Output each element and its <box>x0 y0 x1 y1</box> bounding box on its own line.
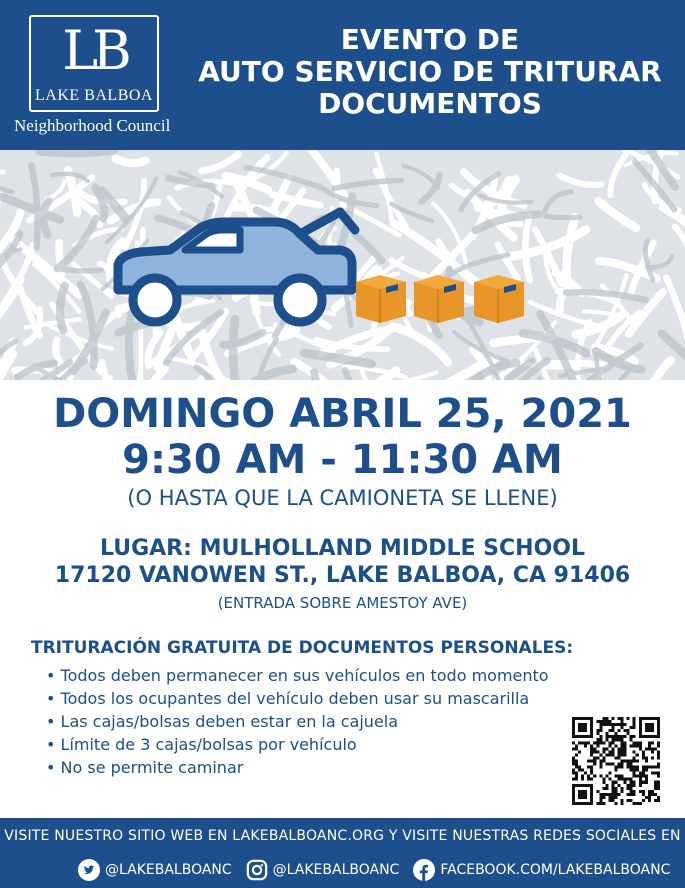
logo-subtitle: Neighborhood Council <box>14 116 171 135</box>
location-address: 17120 VANOWEN ST., LAKE BALBOA, CA 91406 <box>54 563 631 588</box>
list-item: • Las cajas/bolsas deben estar en la cajuela <box>46 710 549 733</box>
event-date: DOMINGO ABRIL 25, 2021 <box>53 391 632 437</box>
twitter-link[interactable] <box>78 859 232 881</box>
list-item: • No se permite caminar <box>46 756 549 779</box>
shred-illustration <box>0 150 685 380</box>
event-datetime <box>0 390 685 512</box>
event-note: (O HASTA QUE LA CAMIONETA SE LLENE) <box>127 486 558 510</box>
box-icon-3 <box>474 275 524 323</box>
logo-name: LAKE BALBOA <box>35 87 153 104</box>
list-item: • Límite de 3 cajas/bolsas por vehículo <box>46 733 549 756</box>
box-icon-2 <box>414 275 464 323</box>
instagram-icon <box>246 859 268 881</box>
twitter-icon <box>78 859 100 881</box>
event-time: 9:30 AM - 11:30 AM <box>122 437 563 483</box>
page-title <box>180 24 680 120</box>
visit-text: VISITE NUESTRO SITIO WEB EN LAKEBALBOANC.ORG Y VISITE NUESTRAS REDES SOCIALES EN <box>4 828 681 844</box>
event-location <box>0 535 685 615</box>
rules-title: TRITURACIÓN GRATUITA DE DOCUMENTOS PERSONALES: <box>31 638 574 658</box>
social-links <box>78 859 684 881</box>
logo <box>29 15 159 112</box>
footer <box>0 818 685 888</box>
qr-code <box>572 717 660 805</box>
list-item: • Todos deben permanecer en sus vehículos en todo momento <box>46 664 549 687</box>
title-line-2: AUTO SERVICIO DE TRITURAR <box>198 55 662 88</box>
location-entrance: (ENTRADA SOBRE AMESTOY AVE) <box>217 594 468 612</box>
instagram-link[interactable] <box>246 859 400 881</box>
box-icon-1 <box>356 275 406 323</box>
logo-letters: LB <box>62 19 126 82</box>
twitter-handle: @LAKEBALBOANC <box>105 862 232 878</box>
location-name: LUGAR: MULHOLLAND MIDDLE SCHOOL <box>100 536 585 561</box>
rules-list <box>46 664 549 779</box>
facebook-icon <box>413 859 435 881</box>
title-line-1: EVENTO DE <box>340 23 520 56</box>
list-item: • Todos los ocupantes del vehículo deben usar su mascarilla <box>46 687 549 710</box>
facebook-url: FACEBOOK.COM/LAKEBALBOANC <box>440 862 671 878</box>
header-banner <box>0 0 685 150</box>
instagram-handle: @LAKEBALBOANC <box>272 862 400 878</box>
title-line-3: DOCUMENTOS <box>318 87 542 120</box>
facebook-link[interactable] <box>413 859 670 881</box>
shredded-paper-photo <box>0 150 685 380</box>
